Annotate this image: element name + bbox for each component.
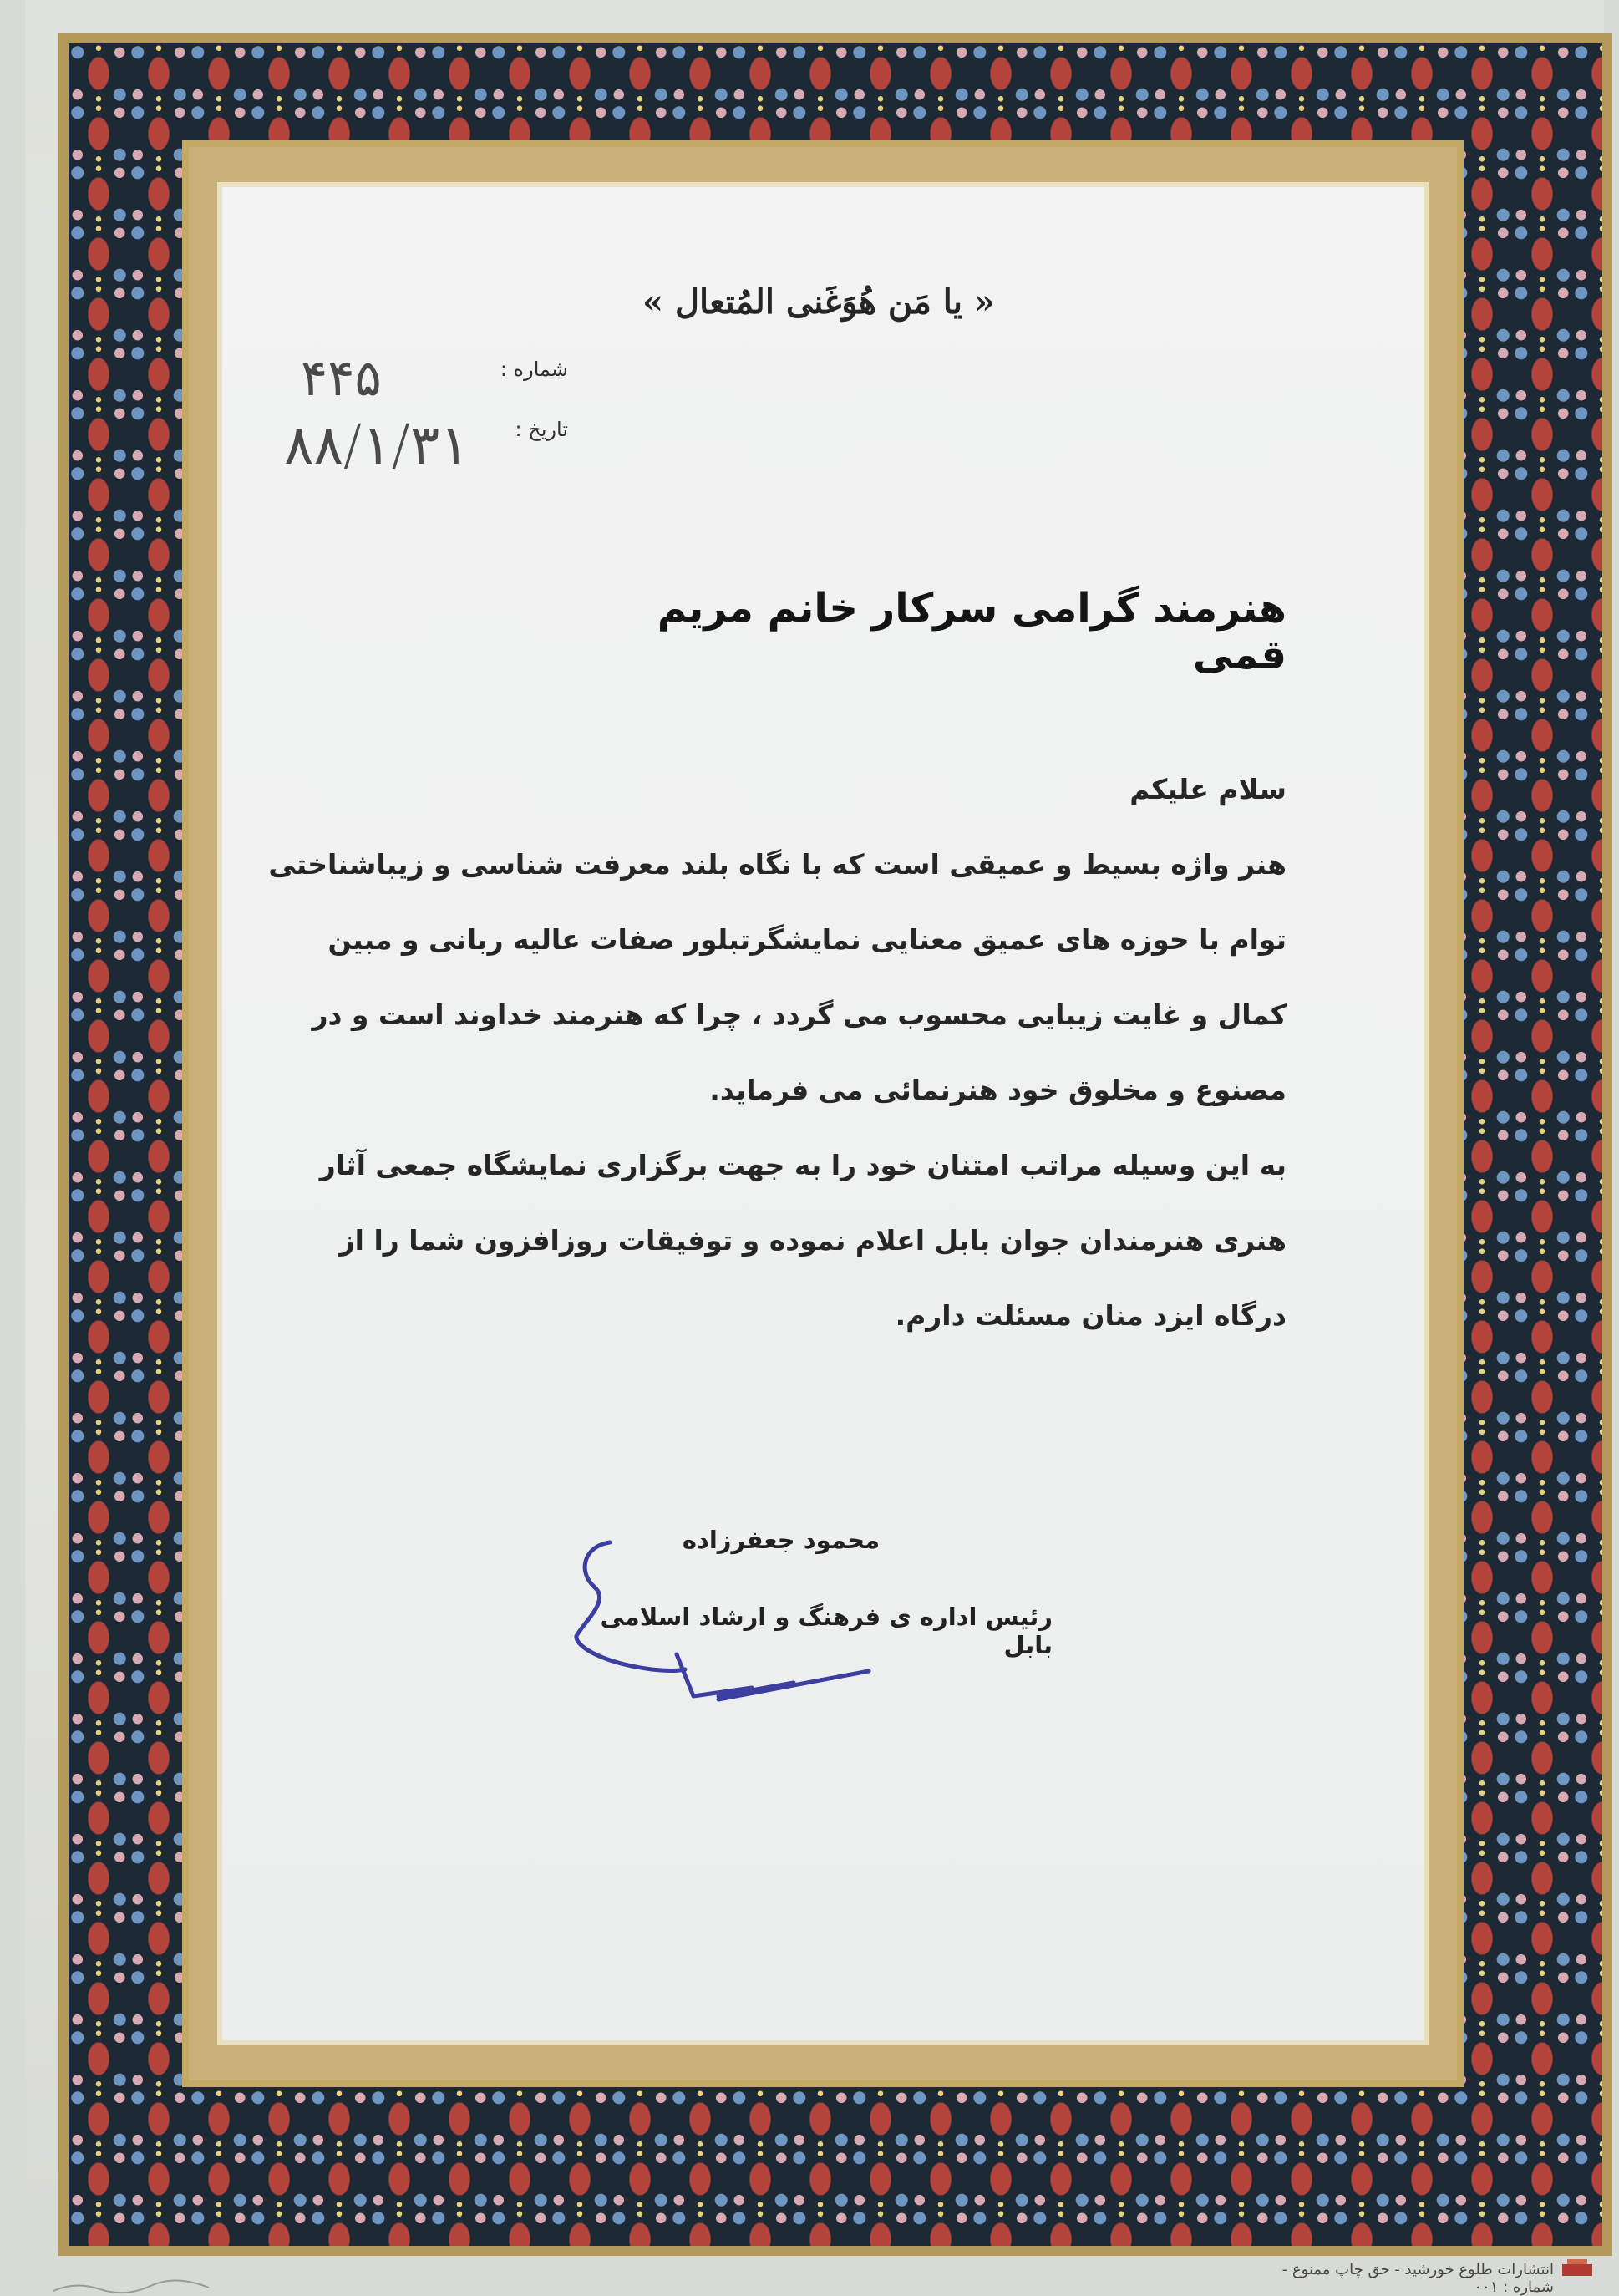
date-label: تاریخ : xyxy=(515,418,568,441)
publisher-logo-icon xyxy=(1561,2256,1594,2281)
letter-body xyxy=(268,752,1287,1354)
body-line: کمال و غایت زیبایی محسوب می گردد ، چرا که هنرمند خداوند است و در xyxy=(312,998,1287,1031)
body-line: توام با حوزه های عمیق معنایی نمایشگرتبلور صفات عالیه ربانی و مبین xyxy=(327,923,1287,956)
printer-note: انتشارات طلوع خورشید - حق چاپ ممنوع - شماره : ۰۰۱ xyxy=(1281,2261,1554,2296)
body-line: مصنوع و مخلوق خود هنرنمائی می فرماید. xyxy=(709,1074,1287,1106)
signer-name: محمود جعفرزاده xyxy=(682,1526,881,1554)
faint-handwriting-mark xyxy=(50,2278,217,2294)
invocation-heading: « یا مَن هُوَغَنی المُتعال » xyxy=(642,282,995,322)
body-line: درگاه ایزد منان مسئلت دارم. xyxy=(895,1299,1287,1332)
body-line: سلام علیکم xyxy=(1129,773,1287,805)
signature-mark xyxy=(551,1529,902,1713)
body-line: هنر واژه بسیط و عمیقی است که با نگاه بلند معرفت شناسی و زیباشناختی xyxy=(268,848,1287,881)
recipient-heading: هنرمند گرامی سرکار خانم مریم قمی xyxy=(657,585,1287,678)
signer-title: رئیس اداره ی فرهنگ و ارشاد اسلامی بابل xyxy=(600,1603,1053,1659)
date-value: ۸۸/۱/۳۱ xyxy=(284,413,469,477)
number-value: ۴۴۵ xyxy=(301,349,382,408)
number-label: شماره : xyxy=(500,358,568,381)
body-line: به این وسیله مراتب امتنان خود را به جهت برگزاری نمایشگاه جمعی آثار xyxy=(319,1149,1287,1181)
body-line: هنری هنرمندان جوان بابل اعلام نموده و توفیقات روزافزون شما را از xyxy=(338,1224,1287,1257)
